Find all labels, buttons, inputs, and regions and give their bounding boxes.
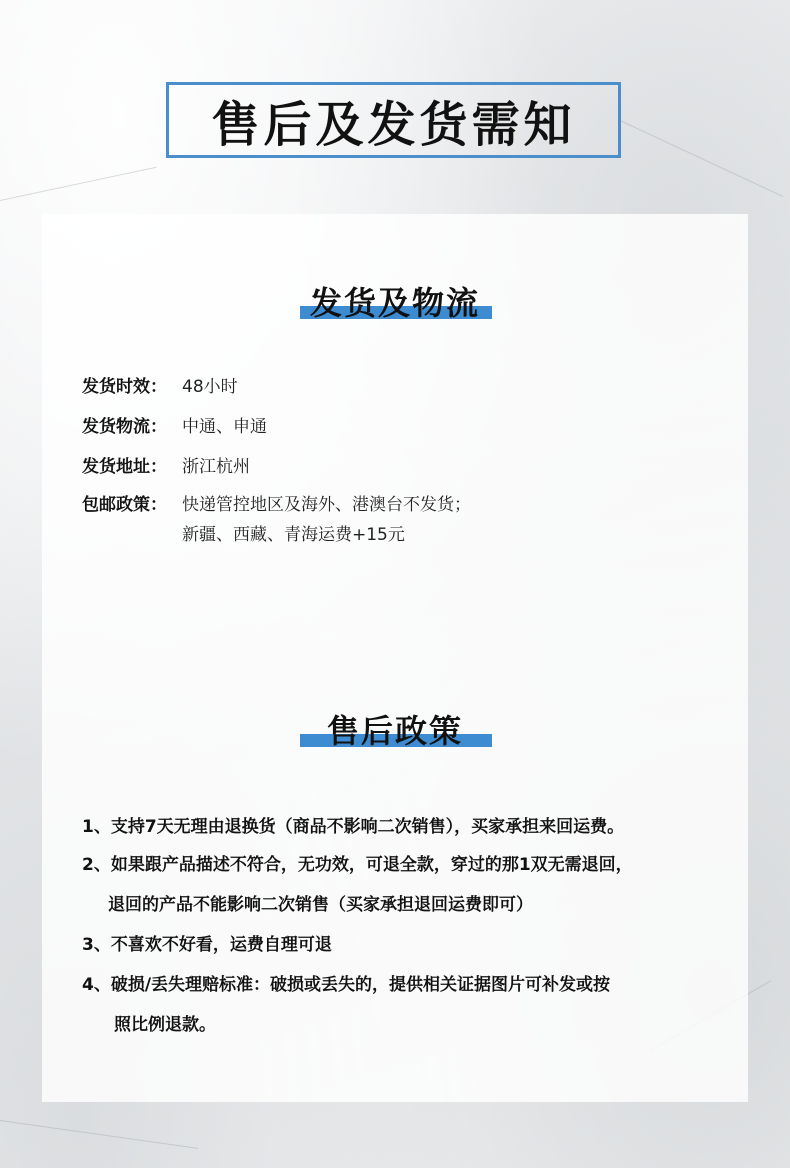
policy-item-2: 2、如果跟产品描述不符合，无功效，可退全款，穿过的那1双无需退回， [82, 855, 633, 875]
info-row-logistics [82, 412, 267, 442]
info-label: 发货地址： [82, 457, 167, 477]
info-label: 包邮政策： [82, 495, 167, 515]
info-row-ship-time [82, 372, 238, 402]
info-label: 发货物流： [82, 417, 167, 437]
marble-vein [0, 1120, 198, 1149]
info-value: 浙江杭州 [182, 457, 250, 477]
shipping-heading: 发货及物流 [309, 284, 480, 322]
page-title-box [166, 82, 621, 158]
free-shipping-continuation: 新疆、西藏、青海运费+15元 [182, 525, 405, 545]
info-value: 快递管控地区及海外、港澳台不发货； [182, 495, 471, 515]
after-sales-heading: 售后政策 [326, 712, 463, 750]
info-value: 48小时 [182, 377, 238, 397]
content-card [42, 214, 748, 1102]
marble-vein [620, 120, 784, 197]
info-value: 中通、申通 [182, 417, 267, 437]
policy-item-3: 3、不喜欢不好看，运费自理可退 [82, 935, 332, 955]
policy-item-2-continuation: 退回的产品不能影响二次销售（买家承担退回运费即可） [108, 895, 533, 915]
after-sales-section-header [42, 706, 748, 756]
policy-item-4: 4、破损/丢失理赔标准：破损或丢失的，提供相关证据图片可补发或按 [82, 975, 611, 995]
policy-item-4-continuation: 照比例退款。 [114, 1015, 216, 1035]
shipping-section-header [42, 278, 748, 328]
info-row-free-shipping [82, 490, 471, 520]
info-label: 发货时效： [82, 377, 167, 397]
marble-vein [0, 167, 157, 201]
policy-item-1: 1、支持7天无理由退换货（商品不影响二次销售），买家承担来回运费。 [82, 817, 625, 837]
page-title: 售后及发货需知 [211, 96, 576, 153]
info-row-address [82, 452, 250, 482]
